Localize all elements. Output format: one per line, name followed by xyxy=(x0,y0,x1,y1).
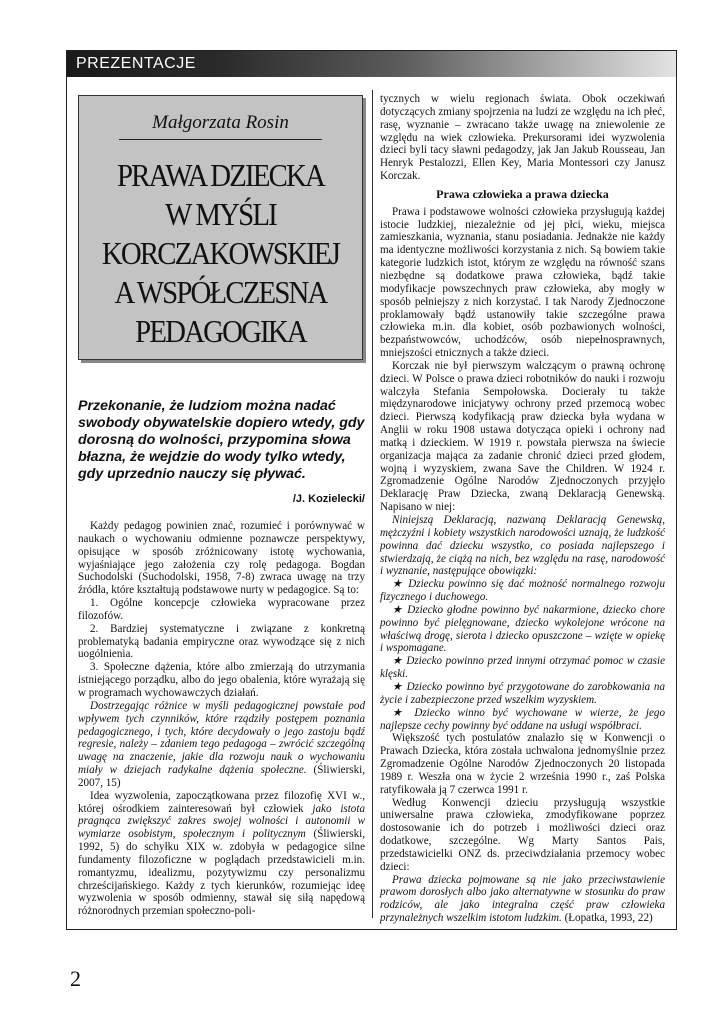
declaration-point: ★ Dziecko winno być wychowane w wierze, że jego najlepsze cechy powinny być oddane na usługi współbraci. xyxy=(380,706,665,732)
title-line-4: A WSPÓŁCZESNA xyxy=(114,274,327,310)
declaration-point: ★ Dziecko głodne powinno być nakarmione, dziecko chore powinno być pielęgnowane, dziecko wykolejone wrócone na właściwą drogę, sierota i dziecko opuszczone – wzięte w opiekę i wspomagane. xyxy=(380,603,665,655)
paragraph: Prawa i podstawowe wolności człowieka przysługują każdej istocie ludzkiej, niezależnie od jej płci, wieku, miejsca zamieszkania, wyznania, stanu posiadania. Jednakże nie każdy ma identyczne możliwości korzystania z nich. Są bowiem takie kategorie ludzkich istot, którym ze względu na równość szans niezbędne są dodatkowe prawa człowieka, bądź takie modyfikacje powszechnych praw człowieka, aby mogły w sposób pełniejszy z nich korzystać. I tak Narody Zjednoczone proklamowały bądź ustanowiły takie szczególne prawa człowieka m.in. dla kobiet, osób pozbawionych wolności, bezpaństwowców, uchodźców, osób niepełnosprawnych, mniejszości etnicznych a także dzieci. xyxy=(380,205,665,360)
paragraph: Według Konwencji dzieciu przysługują wszystkie uniwersalne prawa człowieka, zmodyfikowane poprzez dostosowanie ich do potrzeb i możliwości dzieci oraz dodatkowe, szczególne. Wg Marty Santos Pais, przedstawicielki ONZ ds. przeciwdziałania przemocy wobec dzieci: xyxy=(380,796,665,873)
text-span: (Śliwierski, 1992, 5) do schyłku XIX w. zdobyła w pedagogice silne fundamenty filozoficzne w poglądach przedstawicieli m.in. romantyzmu, idealizmu, pozytywizmu czy personalizmu chrześcijańskiego. Każdy z tych kierunków, rozumiejąc ideę wyzwolenia w sposób odmienny, stawał się siłą napędową różnorodnych przemian społeczno-poli- xyxy=(78,828,365,918)
right-column xyxy=(380,93,665,925)
column-divider xyxy=(372,90,373,918)
quote-citation: (Łopatka, 1993, 22) xyxy=(564,912,653,925)
title-line-3: KORCZAKOWSKIEJ xyxy=(101,235,340,271)
text-span: Idea wyzwolenia, zapoczątkowana przez filozofię XVI w., której ośrodkiem zainteresowań był człowiek xyxy=(78,789,365,815)
quote-text: Prawa dziecka pojmowane są nie jako przeciwstawienie prawom dorosłych albo jako alternatywne w stosunku do praw rodziców, ale jako integralna część praw człowieka przynależnych wszelkim istotom ludzkim. xyxy=(380,873,665,925)
left-column xyxy=(78,520,365,918)
title-line-5: PEDAGOGIKA xyxy=(135,313,306,349)
section-label: PREZENTACJE xyxy=(76,55,196,72)
title-box xyxy=(78,95,363,360)
list-item: 2. Bardziej systematyczne i związane z konkretną problematyką badania empiryczne oraz wywodzące się z nich uogólnienia. xyxy=(78,622,365,661)
paragraph: tycznych w wielu regionach świata. Obok oczekiwań dotyczących zmiany spojrzenia na ludzi ze względu na ich płeć, rasę, wyznanie – zwracano także uwagę na zniewolenie ze względu na wiek człowieka. Prekursorami idei wyzwolenia dzieci byli tacy sławni pedagodzy, jak Jan Jakub Rousseau, Jan Henryk Pestalozzi, Ellen Key, Maria Montessori czy Janusz Korczak. xyxy=(380,93,665,183)
title-line-2: W MYŚLI xyxy=(165,196,276,232)
section-header xyxy=(67,51,676,77)
paragraph: Większość tych postulatów znalazło się w Konwencji o Prawach Dziecka, która została uchwalona jednomyślnie przez Zgromadzenie Ogólne Narodów Zjednoczonych 20 listopada 1989 r. Weszła ona w życie 2 września 1990 r., zaś Polska ratyfikowała ją 7 czerwca 1991 r. xyxy=(380,732,665,796)
italic-span: jako istota pragnąca zwiększyć zakres swojej wolności i autonomii w wymiarze osobistym, społecznym i politycznym xyxy=(78,802,365,841)
declaration-point: ★ Dziecko powinno być przygotowane do zarobkowania na życie i zabezpieczone przed wszelkim wyzyskiem. xyxy=(380,680,665,706)
quote-citation: (Śliwierski, 2007, 15) xyxy=(78,764,366,789)
declaration-point: ★ Dziecku powinno się dać możność normalnego rozwoju fizycznego i duchowego. xyxy=(380,578,665,604)
quote-text: Dostrzegając różnice w myśli pedagogicznej powstałe pod wpływem tych czynników, które rządziły postępem poznania pedagogicznego, i tych, które decydowały o jego zastoju bądź regresie, należy – zdaniem tego pedagoga – zwrócić szczególną uwagę na znaczenie, jakie dla rozwoju nauk o wychowaniu miały w dziejach radykalne dążenia społeczne. xyxy=(78,699,365,777)
page-number: 2 xyxy=(70,966,81,991)
lead-attribution: /J. Kozielecki/ xyxy=(292,493,365,505)
author-name: Małgorzata Rosin xyxy=(152,112,289,133)
section-subheading: Prawa człowieka a prawa dziecka xyxy=(436,186,609,201)
paragraph xyxy=(78,790,365,918)
paragraph: Każdy pedagog powinien znać, rozumieć i porównywać w naukach o wychowaniu odmienne poznawcze perspektywy, opisujące w sposób zróżnicowany istotę wychowania, wyjaśniające jego założenia czy rolę pedagoga. Bogdan Suchodolski (Suchodolski, 1958, 7-8) zwraca uwagę na trzy źródła, które kształtują podstawowe nurty w pedagogice. Są to: xyxy=(78,520,365,597)
list-item: 3. Społeczne dążenia, które albo zmierzają do utrzymania istniejącego porządku, albo do jego obalenia, które wyrażają się w programach wychowawczych działań. xyxy=(78,661,365,699)
declaration-quote: Niniejszą Deklaracją, nazwaną Deklaracją Genewską, mężczyźni i kobiety wszystkich narodowości uznają, że ludzkość powinna dać dziecku wszystko, co posiada najlepszego i stwierdzają, że ciążą na nich, bez względu na rasę, narodowość i wyznanie, następujące obowiązki: xyxy=(380,514,665,578)
title-line-1: PRAWA DZIECKA xyxy=(116,157,325,193)
list-item: 1. Ogólne koncepcje człowieka wypracowane przez filozofów. xyxy=(78,597,365,622)
paragraph: Korczak nie był pierwszym walczącym o prawną ochronę dzieci. W Polsce o prawa dzieci robotników do nauki i rozwoju walczyła Stefania Sempołowska. Docierały tu także międzynarodowe inicjatywy ochrony przed przemocą wobec dzieci. Pierwszą kodyfikacją praw dziecka była wydana w Anglii w roku 1908 ustawa dotycząca opieki i ochrony nad matką i dzieckiem. W 1919 r. powstała pierwsza na świecie organizacja mająca za zadanie chronić dzieci przed głodem, wojną i wyzyskiem, zwana Save the Children. W 1924 r. Zgromadzenie Ogólne Narodów Zjednoczonych przyjęło Deklarację Praw Dziecka, zwaną Deklaracją Genewską. Napisano w niej: xyxy=(380,359,665,514)
author-rule xyxy=(119,139,322,140)
quote-paragraph xyxy=(78,700,365,790)
lead-quote: Przekonanie, że ludziom można nadać swobody obywatelskie dopiero wtedy, gdy dorosną do wolności, przypomina słowa błazna, że wejdzie do wody tylko wtedy, gdy uprzednio nauczy się pływać. xyxy=(78,398,365,482)
quote-paragraph xyxy=(380,874,665,925)
declaration-point: ★ Dziecko powinno przed innymi otrzymać pomoc w czasie klęski. xyxy=(380,655,665,681)
